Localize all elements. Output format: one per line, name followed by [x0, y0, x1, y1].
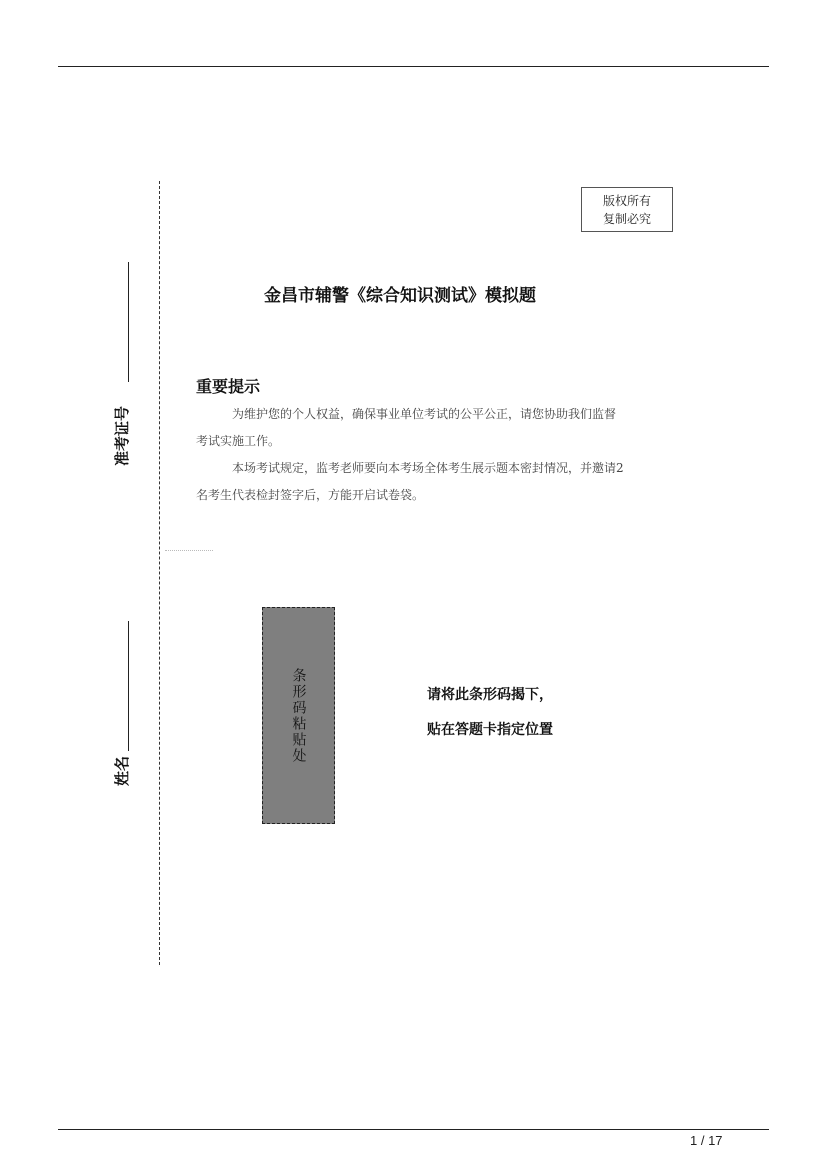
notice-body: [196, 401, 626, 509]
barcode-instruction-2: 贴在答题卡指定位置: [427, 722, 553, 738]
name-underline[interactable]: [128, 621, 129, 751]
header-rule: [58, 66, 769, 67]
barcode-label: 条形码粘贴处: [290, 667, 307, 764]
copyright-line-2: 复制必究: [602, 211, 651, 226]
binding-dashed-line: [159, 181, 160, 965]
dotted-separator: [165, 550, 213, 551]
copyright-box: [581, 187, 673, 232]
notice-paragraph: 本场考试规定，监考老师要向本考场全体考生展示题本密封情况，并邀请2名考生代表检封签字后，方能开启试卷袋。: [196, 461, 624, 502]
page-number: 1 / 17: [690, 1133, 723, 1148]
name-label: 姓名: [113, 755, 131, 786]
copyright-line-1: 版权所有: [602, 193, 651, 208]
document-title: 金昌市辅警《综合知识测试》模拟题: [264, 286, 536, 306]
footer-rule: [58, 1129, 769, 1130]
section-heading: 重要提示: [196, 377, 261, 396]
barcode-instruction-1: 请将此条形码揭下，: [427, 687, 553, 703]
exam-id-underline[interactable]: [128, 262, 129, 382]
exam-id-label: 准考证号: [113, 405, 131, 466]
notice-paragraph: 为维护您的个人权益，确保事业单位考试的公平公正，请您协助我们监督考试实施工作。: [196, 407, 617, 448]
barcode-paste-area: [262, 607, 335, 824]
